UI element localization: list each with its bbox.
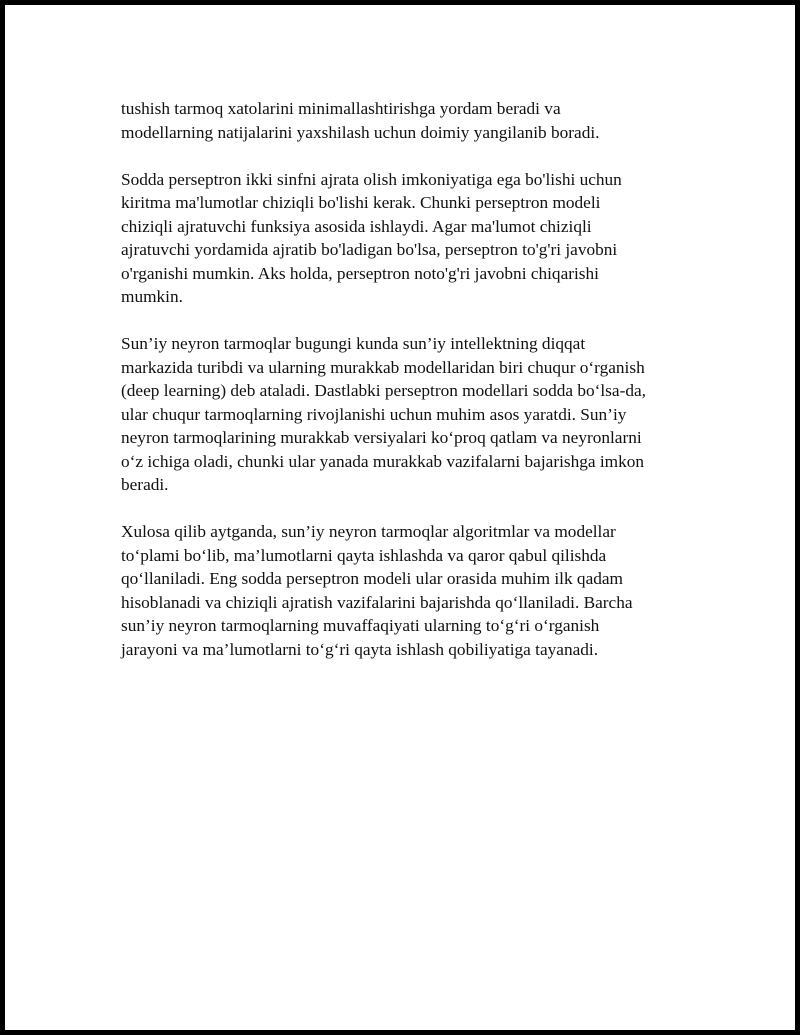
text-line: Sodda perseptron ikki sinfni ajrata olish imkoniyatiga ega bo'lishi uchun <box>121 169 622 189</box>
text-line: ular chuqur tarmoqlarning rivojlanishi uchun muhim asos yaratdi. Sun’iy <box>121 404 627 424</box>
text-line: kiritma ma'lumotlar chiziqli bo'lishi kerak. Chunki perseptron modeli <box>121 193 601 212</box>
paragraph-4 <box>121 520 689 661</box>
text-line: sun’iy neyron tarmoqlarning muvaffaqiyati ularning to‘g‘ri o‘rganish <box>121 616 600 635</box>
text-line: hisoblanadi va chiziqli ajratish vazifalarini bajarishda qo‘llaniladi. Barcha <box>121 592 633 612</box>
text-line: tushish tarmoq xatolarini minimallashtirishga yordam beradi va <box>121 99 561 118</box>
text-line: (deep learning) deb ataladi. Dastlabki perseptron modellari sodda bo‘lsa-da, <box>121 381 646 400</box>
paragraph-2 <box>121 168 689 309</box>
document-body <box>121 97 689 685</box>
text-line: ajratuvchi yordamida ajratib bo'ladigan bo'lsa, perseptron to'g'ri javobni <box>121 240 618 259</box>
text-line: o‘z ichiga oladi, chunki ular yanada murakkab vazifalarni bajarishga imkon <box>121 451 645 471</box>
text-line: qo‘llaniladi. Eng sodda perseptron modeli ular orasida muhim ilk qadam <box>121 569 624 588</box>
text-line: jarayoni va ma’lumotlarni to‘g‘ri qayta ishlash qobiliyatiga tayanadi. <box>121 639 599 659</box>
text-line: beradi. <box>121 475 169 494</box>
text-line: to‘plami bo‘lib, ma’lumotlarni qayta ishlashda va qaror qabul qilishda <box>121 545 607 565</box>
text-line: modellarning natijalarini yaxshilash uchun doimiy yangilanib boradi. <box>121 122 600 142</box>
text-line: Sun’iy neyron tarmoqlar bugungi kunda sun’iy intellektning diqqat <box>121 334 586 353</box>
text-line: neyron tarmoqlarining murakkab versiyalari ko‘proq qatlam va neyronlarni <box>121 428 642 447</box>
text-line: chiziqli ajratuvchi funksiya asosida ishlaydi. Agar ma'lumot chiziqli <box>121 216 592 236</box>
text-line: markazida turibdi va ularning murakkab modellaridan biri chuqur o‘rganish <box>121 357 645 377</box>
text-line: o'rganishi mumkin. Aks holda, perseptron noto'g'ri javobni chiqarishi <box>121 263 599 283</box>
paragraph-3 <box>121 332 689 497</box>
text-line: Xulosa qilib aytganda, sun’iy neyron tarmoqlar algoritmlar va modellar <box>121 522 616 541</box>
paragraph-1 <box>121 97 689 144</box>
text-line: mumkin. <box>121 287 183 306</box>
